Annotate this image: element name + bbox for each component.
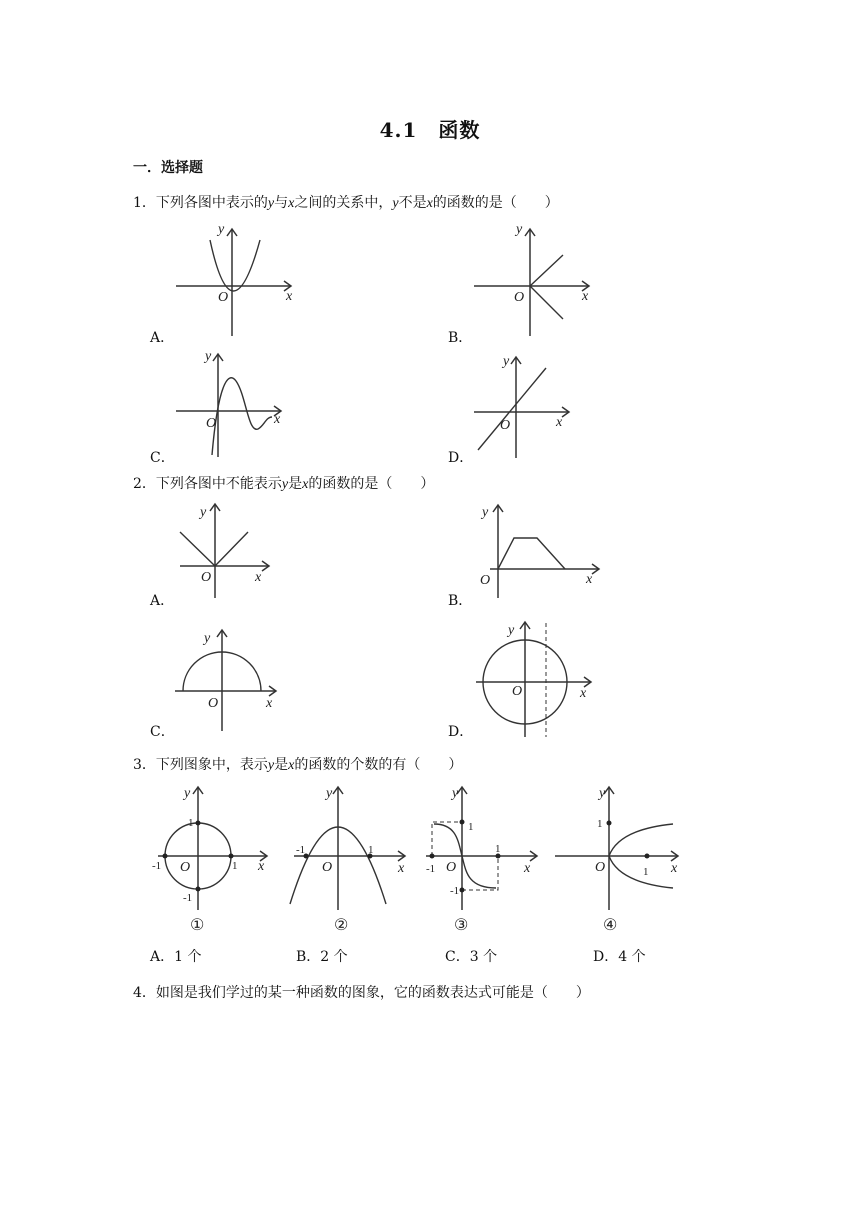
q2-graph-c xyxy=(175,625,285,735)
var-x: x xyxy=(288,758,295,773)
y-axis-label: y xyxy=(205,349,212,364)
question-text: 下列图象中，表示 xyxy=(155,757,268,773)
y-axis-label: y xyxy=(204,631,211,646)
y-axis-label: y xyxy=(599,786,606,801)
q2-graph-b xyxy=(470,500,600,600)
question-text: 的函数的是（ ） xyxy=(432,195,559,211)
figure-label-3: ③ xyxy=(454,917,469,934)
origin-label: O xyxy=(322,860,333,875)
origin-label: O xyxy=(595,860,606,875)
x-axis-label: x xyxy=(586,572,593,587)
question-4 xyxy=(133,982,590,1002)
origin-label: O xyxy=(201,570,212,585)
question-1 xyxy=(133,192,559,212)
q2-option-b[interactable]: B． xyxy=(448,593,473,609)
var-x: x xyxy=(426,196,433,211)
var-x: x xyxy=(302,477,309,492)
q3-graph-3 xyxy=(420,780,545,935)
x-axis-label: x xyxy=(258,859,265,874)
q1-graph-a xyxy=(170,220,300,340)
origin-label: O xyxy=(480,573,491,588)
tick-label-1: 1 xyxy=(232,860,238,872)
q1-option-a[interactable]: A． xyxy=(150,330,175,346)
origin-label: O xyxy=(206,416,217,431)
origin-label: O xyxy=(446,860,457,875)
x-axis-label: x xyxy=(286,289,293,304)
figure-label-2: ② xyxy=(334,917,349,934)
origin-label: O xyxy=(512,684,523,699)
q3-option-d[interactable]: D．4 个 xyxy=(593,949,646,965)
q3-graph-2 xyxy=(288,780,413,935)
question-text: 的函数的是（ ） xyxy=(308,476,435,492)
q1-option-b[interactable]: B． xyxy=(448,330,473,346)
q2-option-d[interactable]: D． xyxy=(448,724,474,740)
q2-option-a[interactable]: A． xyxy=(150,593,175,609)
origin-label: O xyxy=(500,418,511,433)
section-heading: 一．选择题 xyxy=(133,160,203,176)
q3-graph-4 xyxy=(553,780,688,935)
q2-graph-a xyxy=(170,500,280,600)
origin-label: O xyxy=(208,696,219,711)
x-axis-label: x xyxy=(582,289,589,304)
q3-option-b[interactable]: B．2 个 xyxy=(296,949,348,965)
tick-label-1: 1 xyxy=(468,821,474,833)
y-axis-label: y xyxy=(508,623,515,638)
var-y: y xyxy=(392,196,399,211)
tick-label-1: 1 xyxy=(188,817,194,829)
y-axis-label: y xyxy=(200,505,207,520)
tick-label-neg1: -1 xyxy=(450,885,460,897)
q1-graph-c xyxy=(170,345,300,460)
question-number: 1． xyxy=(133,195,156,211)
x-axis-label: x xyxy=(671,861,678,876)
var-y: y xyxy=(267,196,275,211)
y-axis-label: y xyxy=(184,786,191,801)
question-number: 3． xyxy=(133,757,156,773)
var-x: x xyxy=(288,196,295,211)
x-axis-label: x xyxy=(266,696,273,711)
origin-label: O xyxy=(180,860,191,875)
tick-label-1: 1 xyxy=(495,843,501,855)
question-number: 4． xyxy=(133,985,156,1001)
x-axis-label: x xyxy=(556,415,563,430)
question-text: 是 xyxy=(274,757,289,773)
tick-label-1: 1 xyxy=(643,866,649,878)
question-text: 下列各图中表示的 xyxy=(155,195,268,211)
q3-option-c[interactable]: C．3 个 xyxy=(445,949,498,965)
var-y: y xyxy=(267,758,275,773)
q2-option-c[interactable]: C． xyxy=(150,724,175,740)
figure-label-4: ④ xyxy=(603,917,618,934)
question-text: 与 xyxy=(274,195,289,211)
q1-graph-d xyxy=(468,350,598,460)
question-text: 的函数的个数的有（ ） xyxy=(294,757,463,773)
tick-label-1: 1 xyxy=(597,818,603,830)
x-axis-label: x xyxy=(398,861,405,876)
origin-label: O xyxy=(514,290,525,305)
x-axis-label: x xyxy=(274,412,281,427)
question-2 xyxy=(133,473,434,493)
question-text: 是 xyxy=(288,476,303,492)
figure-label-1: ① xyxy=(190,917,205,934)
y-axis-label: y xyxy=(326,786,333,801)
tick-label-neg1: -1 xyxy=(152,860,162,872)
q1-option-c[interactable]: C． xyxy=(150,450,175,466)
tick-label-neg1: -1 xyxy=(183,892,193,904)
y-axis-label: y xyxy=(516,222,523,237)
q3-graph-1 xyxy=(148,780,278,935)
x-axis-label: x xyxy=(255,570,262,585)
tick-label-neg1: -1 xyxy=(296,844,306,856)
x-axis-label: x xyxy=(524,861,531,876)
q2-graph-d xyxy=(470,615,600,740)
x-axis-label: x xyxy=(580,686,587,701)
question-text: 如图是我们学过的某一种函数的图象，它的函数表达式可能是（ ） xyxy=(155,985,590,1001)
y-axis-label: y xyxy=(482,505,489,520)
page-title: 4.1 函数 xyxy=(379,118,481,142)
question-3 xyxy=(133,754,462,774)
var-y: y xyxy=(281,477,289,492)
tick-label-1: 1 xyxy=(368,844,374,856)
y-axis-label: y xyxy=(218,222,225,237)
origin-label: O xyxy=(218,290,229,305)
question-text: 不是 xyxy=(398,195,427,211)
q3-option-a[interactable]: A．1 个 xyxy=(150,949,202,965)
q1-option-d[interactable]: D． xyxy=(448,450,474,466)
q1-graph-b xyxy=(468,220,598,340)
question-text: 下列各图中不能表示 xyxy=(155,476,282,492)
y-axis-label: y xyxy=(452,786,459,801)
tick-label-neg1: -1 xyxy=(426,863,436,875)
question-number: 2． xyxy=(133,476,156,492)
question-text: 之间的关系中， xyxy=(294,195,393,211)
y-axis-label: y xyxy=(503,354,510,369)
